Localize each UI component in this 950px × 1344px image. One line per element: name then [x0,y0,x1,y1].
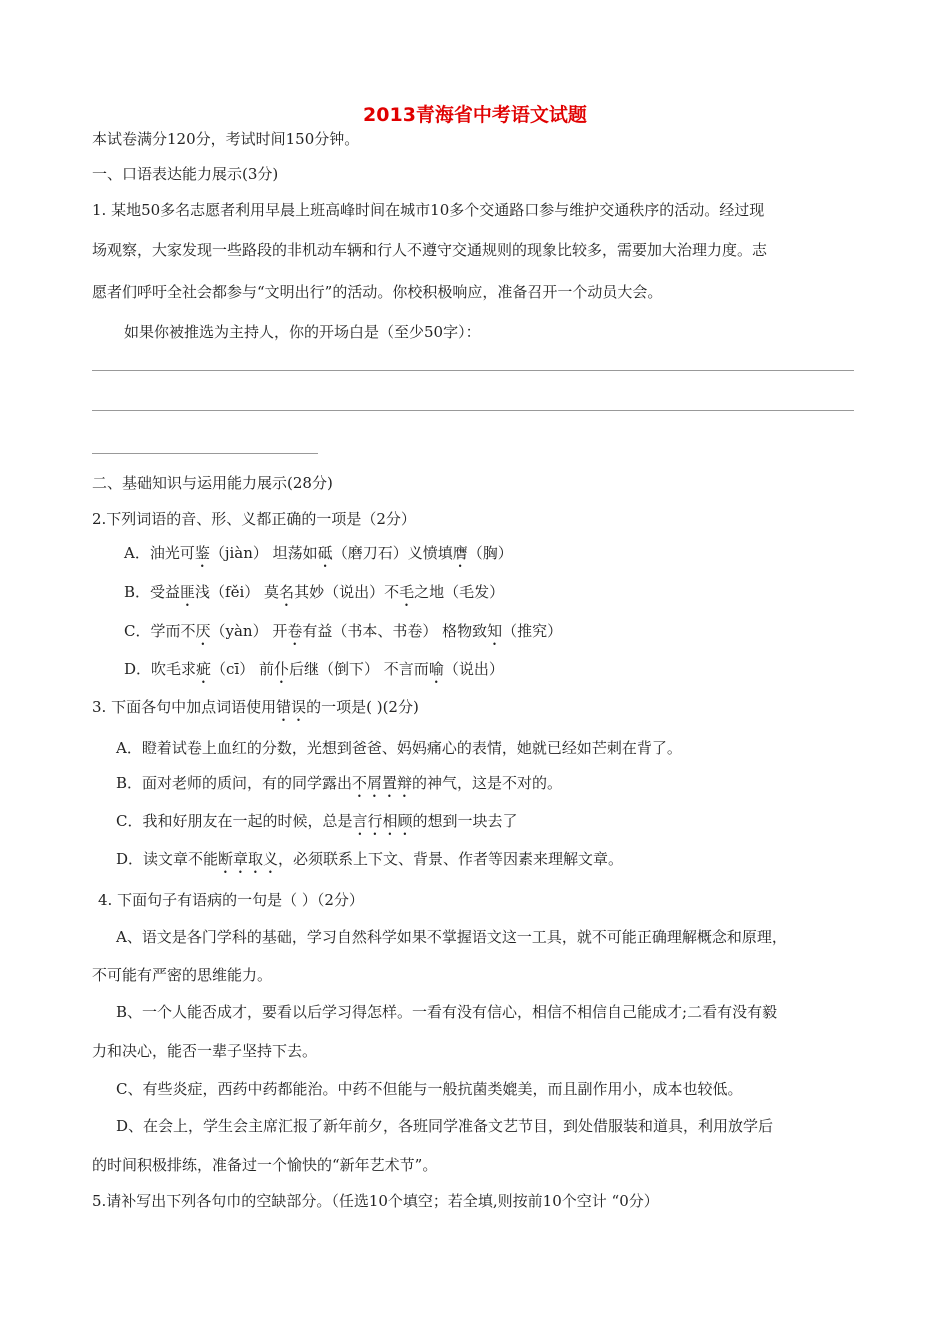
q3-option-d [116,849,623,877]
q3-stem-part: 的一项是( )(2分) [306,698,419,716]
q3-b-dotted: 不屑置辩 [352,774,413,792]
q2-b-part: 之地（毛发） [414,583,505,601]
q3-option-a: A．瞪着试卷上血红的分数，光想到爸爸、妈妈痛心的表情，她就已经如芒刺在背了。 [116,739,682,757]
q2-d-part: D．吹毛求 [124,660,197,678]
answer-line-1[interactable] [92,370,854,371]
q3-option-c [116,811,518,839]
q1-text-line2: 场观察，大家发现一些路段的非机动车辆和行人不遵守交通规则的现象比较多，需要加大治理力度。志 [92,241,768,259]
q2-a-part: （磨刀石）义愤填 [332,544,453,562]
q4-stem: 4. 下面句子有语病的一句是（ ）（2分） [98,891,364,909]
q2-d-dotted: 疵 [196,660,212,678]
q2-d-part: （cī） 前 [211,660,275,678]
q3-d-part: D．读文章不能 [116,850,219,868]
q2-option-a [124,543,513,571]
q3-c-part: C．我和好朋友在一起的时候，总是 [116,812,353,830]
q2-d-part: （说出） [443,660,504,678]
q2-c-dotted: 知 [487,622,503,640]
q3-c-dotted: 言行相顾 [352,812,413,830]
q3-option-b [116,773,562,801]
q2-c-dotted: 卷 [287,622,303,640]
exam-intro: 本试卷满分120分，考试时间150分钟。 [92,130,360,148]
q2-b-part: 浅（fěi） 莫 [195,583,280,601]
q2-option-b [124,582,504,610]
q4-option-a-line1: A、语文是各门学科的基础，学习自然科学如果不掌握语文这一工具，就不可能正确理解概念和原理， [116,928,787,946]
q3-b-part: 的神气，这是不对的。 [412,774,563,792]
q2-a-dotted: 鉴 [194,544,210,562]
q2-d-dotted: 喻 [428,660,444,678]
q2-b-part: B．受益 [124,583,181,601]
q4-option-d-line2: 的时间积极排练，准备过一个愉快的“新年艺术节”。 [92,1156,438,1174]
q2-a-part: A．油光可 [124,544,195,562]
q4-option-b-line1: B、一个人能否成才，要看以后学习得怎样。一看有没有信心，相信不相信自己能成才;二看有没有毅 [116,1003,778,1021]
q2-a-part: （jiàn） 坦荡如 [209,544,318,562]
q4-option-a-line2: 不可能有严密的思维能力。 [92,966,273,984]
q3-d-part: ，必须联系上下文、背景、作者等因素来理解文章。 [278,850,624,868]
q2-a-part: （胸） [467,544,513,562]
exam-title: 2013青海省中考语文试题 [363,104,587,126]
q4-option-c-line1: C、有些炎症，西药中药都能治。中药不但能与一般抗菌类媲美，而且副作用小，成本也较低。 [116,1080,743,1098]
q3-d-dotted: 断章取义 [218,850,279,868]
q2-c-part: 有益（书本、书卷） 格物致 [302,622,488,640]
q1-prompt: 如果你被推选为主持人，你的开场白是（至少50字）： [124,323,481,341]
q2-a-dotted: 膺 [452,544,468,562]
q1-text-line1: 1. 某地50多名志愿者利用早晨上班高峰时间在城市10多个交通路口参与维护交通秩序的活动。经过现 [92,201,765,219]
q2-b-part: 其妙（说出）不 [294,583,400,601]
q3-c-part: 的想到一块去了 [412,812,518,830]
q3-b-part: B．面对老师的质问，有的同学露出 [116,774,353,792]
answer-line-2[interactable] [92,410,854,411]
q2-stem: 2.下列词语的音、形、义都正确的一项是（2分） [92,510,416,528]
q5-stem: 5.请补写出下列各句巾的空缺部分。（任选10个填空；若全填,则按前10个空计 “0分） [92,1192,659,1210]
q2-option-d [124,659,504,687]
q2-c-part: （yàn） 开 [210,622,288,640]
q2-d-dotted: 仆 [274,660,290,678]
q1-text-line3: 愿者们呼吁全社会都参与“文明出行”的活动。你校积极响应，准备召开一个动员大会。 [92,283,663,301]
q3-stem-part: 3. 下面各句中加点词语使用 [92,698,277,716]
q3-stem-dotted: 错误 [276,698,307,716]
q3-stem [92,697,419,725]
q2-b-dotted: 名 [279,583,295,601]
section2-heading: 二、基础知识与运用能力展示(28分) [92,474,333,492]
q2-c-dotted: 厌 [195,622,211,640]
q2-c-part: （推究） [502,622,563,640]
q2-b-dotted: 匪 [180,583,196,601]
q2-a-dotted: 砥 [317,544,333,562]
answer-line-3[interactable] [92,453,318,454]
q2-option-c [124,621,562,649]
q2-b-dotted: 毛 [399,583,415,601]
q2-d-part: 后继（倒下） 不言而 [289,660,429,678]
q4-option-d-line1: D、在会上，学生会主席汇报了新年前夕，各班同学准备文艺节目，到处借服装和道具，利用放学后 [116,1117,774,1135]
q2-c-part: C．学而不 [124,622,196,640]
section1-heading: 一、口语表达能力展示(3分) [92,165,279,183]
q4-option-b-line2: 力和决心，能否一辈子坚持下去。 [92,1042,318,1060]
